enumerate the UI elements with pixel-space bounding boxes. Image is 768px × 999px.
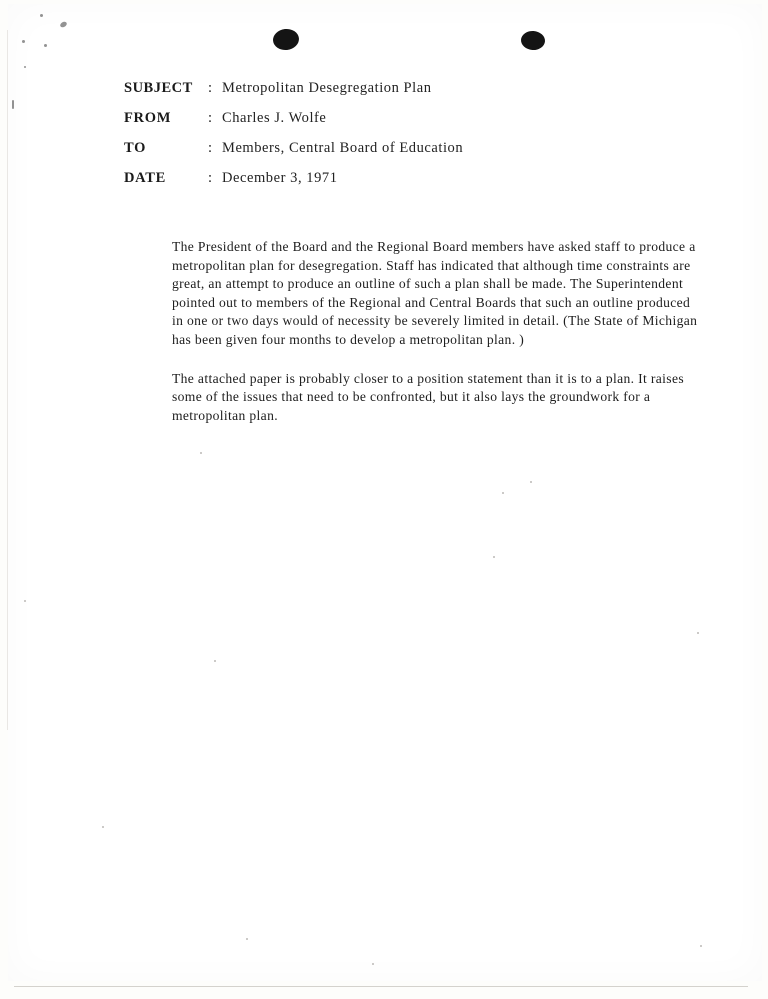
- scan-dust: [24, 600, 26, 602]
- memo-field-value: Charles J. Wolfe: [222, 110, 327, 126]
- memo-body: [172, 238, 700, 425]
- scan-dust: [102, 826, 104, 828]
- memo-field-colon: :: [208, 110, 213, 126]
- memo-field-label: SUBJECT: [124, 80, 193, 96]
- memo-field-value: December 3, 1971: [222, 170, 338, 186]
- memo-field-colon: :: [208, 80, 213, 96]
- memo-paragraph: The President of the Board and the Regional Board members have asked staff to produce a metropolitan plan for desegregation. Staff has indicated that although time constraints are great, an attempt to produce an outline of such a plan shall be made. The Superintendent pointed out to members of the Regional and Central Boards that such an outline produced in one or two days would of necessity be severely limited in detail. (The State of Michigan has been given four months to develop a metropolitan plan. ): [172, 239, 698, 347]
- memo-field-colon: :: [208, 140, 213, 156]
- scan-dust: [372, 963, 374, 965]
- memo-field-value: Members, Central Board of Education: [222, 140, 464, 156]
- scan-dust: [200, 452, 202, 454]
- page-left-edge: [7, 30, 8, 730]
- scan-speck: [44, 44, 47, 47]
- memo-field-date: [124, 170, 724, 187]
- memo-field-to: [124, 140, 724, 157]
- page-bottom-edge: [14, 986, 748, 987]
- memo-field-label: FROM: [124, 110, 172, 126]
- memo-field-value: Metropolitan Desegregation Plan: [222, 80, 432, 96]
- memo-field-colon: :: [208, 170, 213, 186]
- scan-dust: [493, 556, 495, 558]
- scan-speck: [12, 100, 14, 109]
- scan-speck: [40, 14, 43, 17]
- scan-speck: [22, 40, 25, 43]
- scan-dust: [700, 945, 702, 947]
- memo-field-label: DATE: [124, 170, 167, 186]
- scan-dust: [214, 660, 216, 662]
- scan-speck: [24, 66, 26, 68]
- memo-field-from: [124, 110, 724, 127]
- scan-dust: [697, 632, 699, 634]
- scan-dust: [530, 481, 532, 483]
- scan-dust: [502, 492, 504, 494]
- memo-paragraph: The attached paper is probably closer to a position statement than it is to a plan. It raises some of the issues that need to be confronted, but it also lays the groundwork for a metropolitan plan.: [172, 370, 684, 423]
- memo-field-label: TO: [124, 140, 147, 156]
- memo-field-subject: [124, 80, 724, 97]
- scan-dust: [246, 938, 248, 940]
- memo-header-fields: [124, 80, 724, 200]
